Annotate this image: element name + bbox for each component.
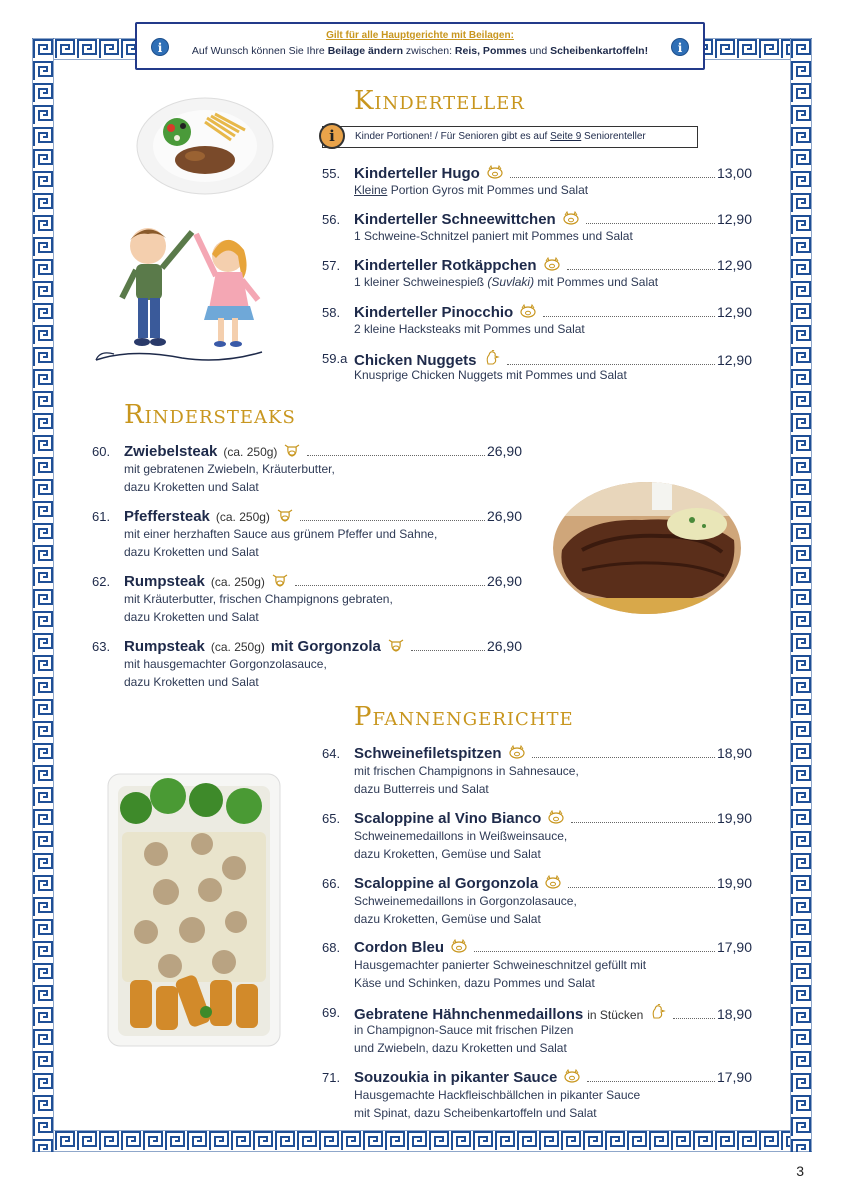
cow-icon <box>387 638 405 652</box>
item-name: Cordon Bleu <box>354 939 444 956</box>
menu-item: 71. Souzoukia in pikanter Sauce 17,90 Hausgemachte Hackfleischbällchen in pikanter Sauce mit Spinat, dazu Scheibenkartoffeln und Salat <box>322 1069 752 1120</box>
item-description: Hausgemachter panierter Schweineschnitzel gefüllt mit Käse und Schinken, dazu Pommes und Salat <box>354 958 647 990</box>
item-name-suffix: in Stücken <box>587 1008 644 1022</box>
cow-icon <box>271 573 289 587</box>
cow-icon <box>276 508 294 522</box>
item-description: in Champignon-Sauce mit frischen Pilzen und Zwiebeln, dazu Kroketten und Salat <box>354 1023 574 1055</box>
page-9-link[interactable]: Seite 9 <box>550 131 582 142</box>
menu-item: 56. Kinderteller Schneewittchen 12,90 1 Schweine-Schnitzel paniert mit Pommes und Salat <box>322 211 752 243</box>
item-name: Kinderteller Pinocchio <box>354 304 514 321</box>
item-price: 18,90 <box>716 1006 752 1022</box>
kids-high-five-illustration <box>92 210 267 375</box>
item-name: Scaloppine al Gorgonzola <box>354 875 539 892</box>
item-name: Schweinefiletspitzen <box>354 745 502 762</box>
notice-heading: Gilt für alle Hauptgerichte mit Beilagen: <box>326 30 514 41</box>
item-name: Rumpsteak <box>124 638 205 655</box>
item-price: 26,90 <box>486 508 522 524</box>
menu-item: 68. Cordon Bleu 17,90 Hausgemachter panierter Schweineschnitzel gefüllt mit Käse und Schinken, dazu Pommes und Salat <box>322 939 752 990</box>
item-price: 17,90 <box>716 1069 752 1085</box>
menu-item: 59.a Chicken Nuggets 12,90 Knusprige Chicken Nuggets mit Pommes und Salat <box>322 351 752 382</box>
section-title-pfannengerichte: Pfannengerichte <box>354 702 574 732</box>
item-name: Souzoukia in pikanter Sauce <box>354 1069 558 1086</box>
item-description: mit hausgemachter Gorgonzolasauce, dazu Kroketten und Salat <box>124 657 327 689</box>
item-name-extra: mit Gorgonzola <box>270 638 381 655</box>
item-description: Knusprige Chicken Nuggets mit Pommes und Salat <box>354 368 627 382</box>
menu-item: 64. Schweinefiletspitzen 18,90 mit frischen Champignons in Sahnesauce, dazu Butterreis und Salat <box>322 745 752 796</box>
menu-item: 63. Rumpsteak (ca. 250g) mit Gorgonzola 26,90 mit hausgemachter Gorgonzolasauce, dazu Kroketten und Salat <box>92 638 522 689</box>
item-price: 12,90 <box>716 304 752 320</box>
item-size: (ca. 250g) <box>215 510 270 524</box>
pig-icon <box>562 211 580 225</box>
item-price: 13,00 <box>716 165 752 181</box>
meander-border-right <box>790 38 812 1152</box>
item-price: 19,90 <box>716 875 752 891</box>
menu-item: 62. Rumpsteak (ca. 250g) 26,90 mit Kräuterbutter, frischen Champignons gebraten, dazu Kroketten und Salat <box>92 573 522 624</box>
item-name: Rumpsteak <box>124 573 205 590</box>
item-description: mit Kräuterbutter, frischen Champignons gebraten, dazu Kroketten und Salat <box>124 592 393 624</box>
pig-icon <box>547 810 565 824</box>
pig-icon <box>508 745 526 759</box>
item-description: mit frischen Champignons in Sahnesauce, dazu Butterreis und Salat <box>354 764 579 796</box>
item-name: Chicken Nuggets <box>354 352 477 369</box>
pig-icon <box>544 875 562 889</box>
section-title-rindersteaks: Rindersteaks <box>124 400 296 430</box>
info-icon: i <box>151 38 169 56</box>
item-name: Gebratene Hähnchenmedaillons <box>354 1006 584 1023</box>
cow-icon <box>283 443 301 457</box>
item-name: Kinderteller Hugo <box>354 165 480 182</box>
info-icon: i <box>671 38 689 56</box>
item-description: Schweinemedaillons in Weißweinsauce, dazu Kroketten, Gemüse und Salat <box>354 829 568 861</box>
pan-dish-image <box>106 772 282 1048</box>
item-description: mit gebratenen Zwiebeln, Kräuterbutter, dazu Kroketten und Salat <box>124 462 335 494</box>
item-description: Hausgemachte Hackfleischbällchen in pikanter Sauce mit Spinat, dazu Scheibenkartoffeln und Salat <box>354 1088 641 1120</box>
item-name: Zwiebelsteak <box>124 443 218 460</box>
gyros-plate-image <box>135 96 275 196</box>
pig-icon <box>450 939 468 953</box>
info-icon: i <box>319 123 345 149</box>
meander-border-bottom <box>32 1130 812 1152</box>
section-title-kinderteller: Kinderteller <box>354 86 525 116</box>
senior-portion-note: i Kinder Portionen! / Für Senioren gibt es auf Seite 9 Seniorenteller <box>322 126 698 148</box>
item-price: 26,90 <box>486 443 522 459</box>
item-description: 2 kleine Hacksteaks mit Pommes und Salat <box>354 322 585 336</box>
chicken-icon <box>649 1004 667 1020</box>
item-price: 12,90 <box>716 211 752 227</box>
item-name: Pfeffersteak <box>124 508 210 525</box>
item-size: (ca. 250g) <box>210 575 265 589</box>
menu-item: 61. Pfeffersteak (ca. 250g) 26,90 mit einer herzhaften Sauce aus grünem Pfeffer und Sahne, dazu Kroketten und Salat <box>92 508 522 559</box>
item-description: 1 Schweine-Schnitzel paniert mit Pommes und Salat <box>354 229 633 243</box>
item-size: (ca. 250g) <box>223 445 278 459</box>
item-name: Kinderteller Schneewittchen <box>354 211 556 228</box>
chicken-icon <box>483 350 501 366</box>
meander-border-left <box>32 38 54 1152</box>
item-price: 26,90 <box>486 638 522 654</box>
item-price: 12,90 <box>716 352 752 368</box>
item-price: 18,90 <box>716 745 752 761</box>
steak-image <box>552 480 742 616</box>
item-price: 19,90 <box>716 810 752 826</box>
pig-icon <box>563 1069 581 1083</box>
menu-item: 57. Kinderteller Rotkäppchen 12,90 1 kleiner Schweinespieß (Suvlaki) mit Pommes und Salat <box>322 257 752 289</box>
item-description: Schweinemedaillons in Gorgonzolasauce, dazu Kroketten, Gemüse und Salat <box>354 894 577 926</box>
pig-icon <box>519 304 537 318</box>
menu-item: 60. Zwiebelsteak (ca. 250g) 26,90 mit gebratenen Zwiebeln, Kräuterbutter, dazu Kroketten und Salat <box>92 443 522 494</box>
item-description: 1 kleiner Schweinespieß (Suvlaki) mit Pommes und Salat <box>354 275 659 289</box>
pig-icon <box>543 257 561 271</box>
notice-text: Auf Wunsch können Sie Ihre Beilage ändern zwischen: Reis, Pommes und Scheibenkartoffeln! <box>191 45 649 57</box>
item-name: Scaloppine al Vino Bianco <box>354 810 542 827</box>
menu-item: 58. Kinderteller Pinocchio 12,90 2 kleine Hacksteaks mit Pommes und Salat <box>322 304 752 336</box>
item-description: mit einer herzhaften Sauce aus grünem Pfeffer und Sahne, dazu Kroketten und Salat <box>124 527 438 559</box>
item-price: 17,90 <box>716 939 752 955</box>
item-price: 26,90 <box>486 573 522 589</box>
item-name: Kinderteller Rotkäppchen <box>354 257 537 274</box>
item-size: (ca. 250g) <box>210 640 265 654</box>
menu-item: 65. Scaloppine al Vino Bianco 19,90 Schweinemedaillons in Weißweinsauce, dazu Kroketten, Gemüse und Salat <box>322 810 752 861</box>
menu-item: 55. Kinderteller Hugo 13,00 Kleine Portion Gyros mit Pommes und Salat <box>322 165 752 197</box>
menu-item: 66. Scaloppine al Gorgonzola 19,90 Schweinemedaillons in Gorgonzolasauce, dazu Kroketten, Gemüse und Salat <box>322 875 752 926</box>
menu-item: 69. Gebratene Hähnchenmedaillons in Stücken 18,90 in Champignon-Sauce mit frischen Pilzen und Zwiebeln, dazu Kroketten und Salat <box>322 1005 752 1055</box>
page-number: 3 <box>796 1163 804 1179</box>
side-dish-notice <box>135 22 705 70</box>
item-price: 12,90 <box>716 257 752 273</box>
item-description: Kleine Portion Gyros mit Pommes und Salat <box>354 183 589 197</box>
pig-icon <box>486 165 504 179</box>
